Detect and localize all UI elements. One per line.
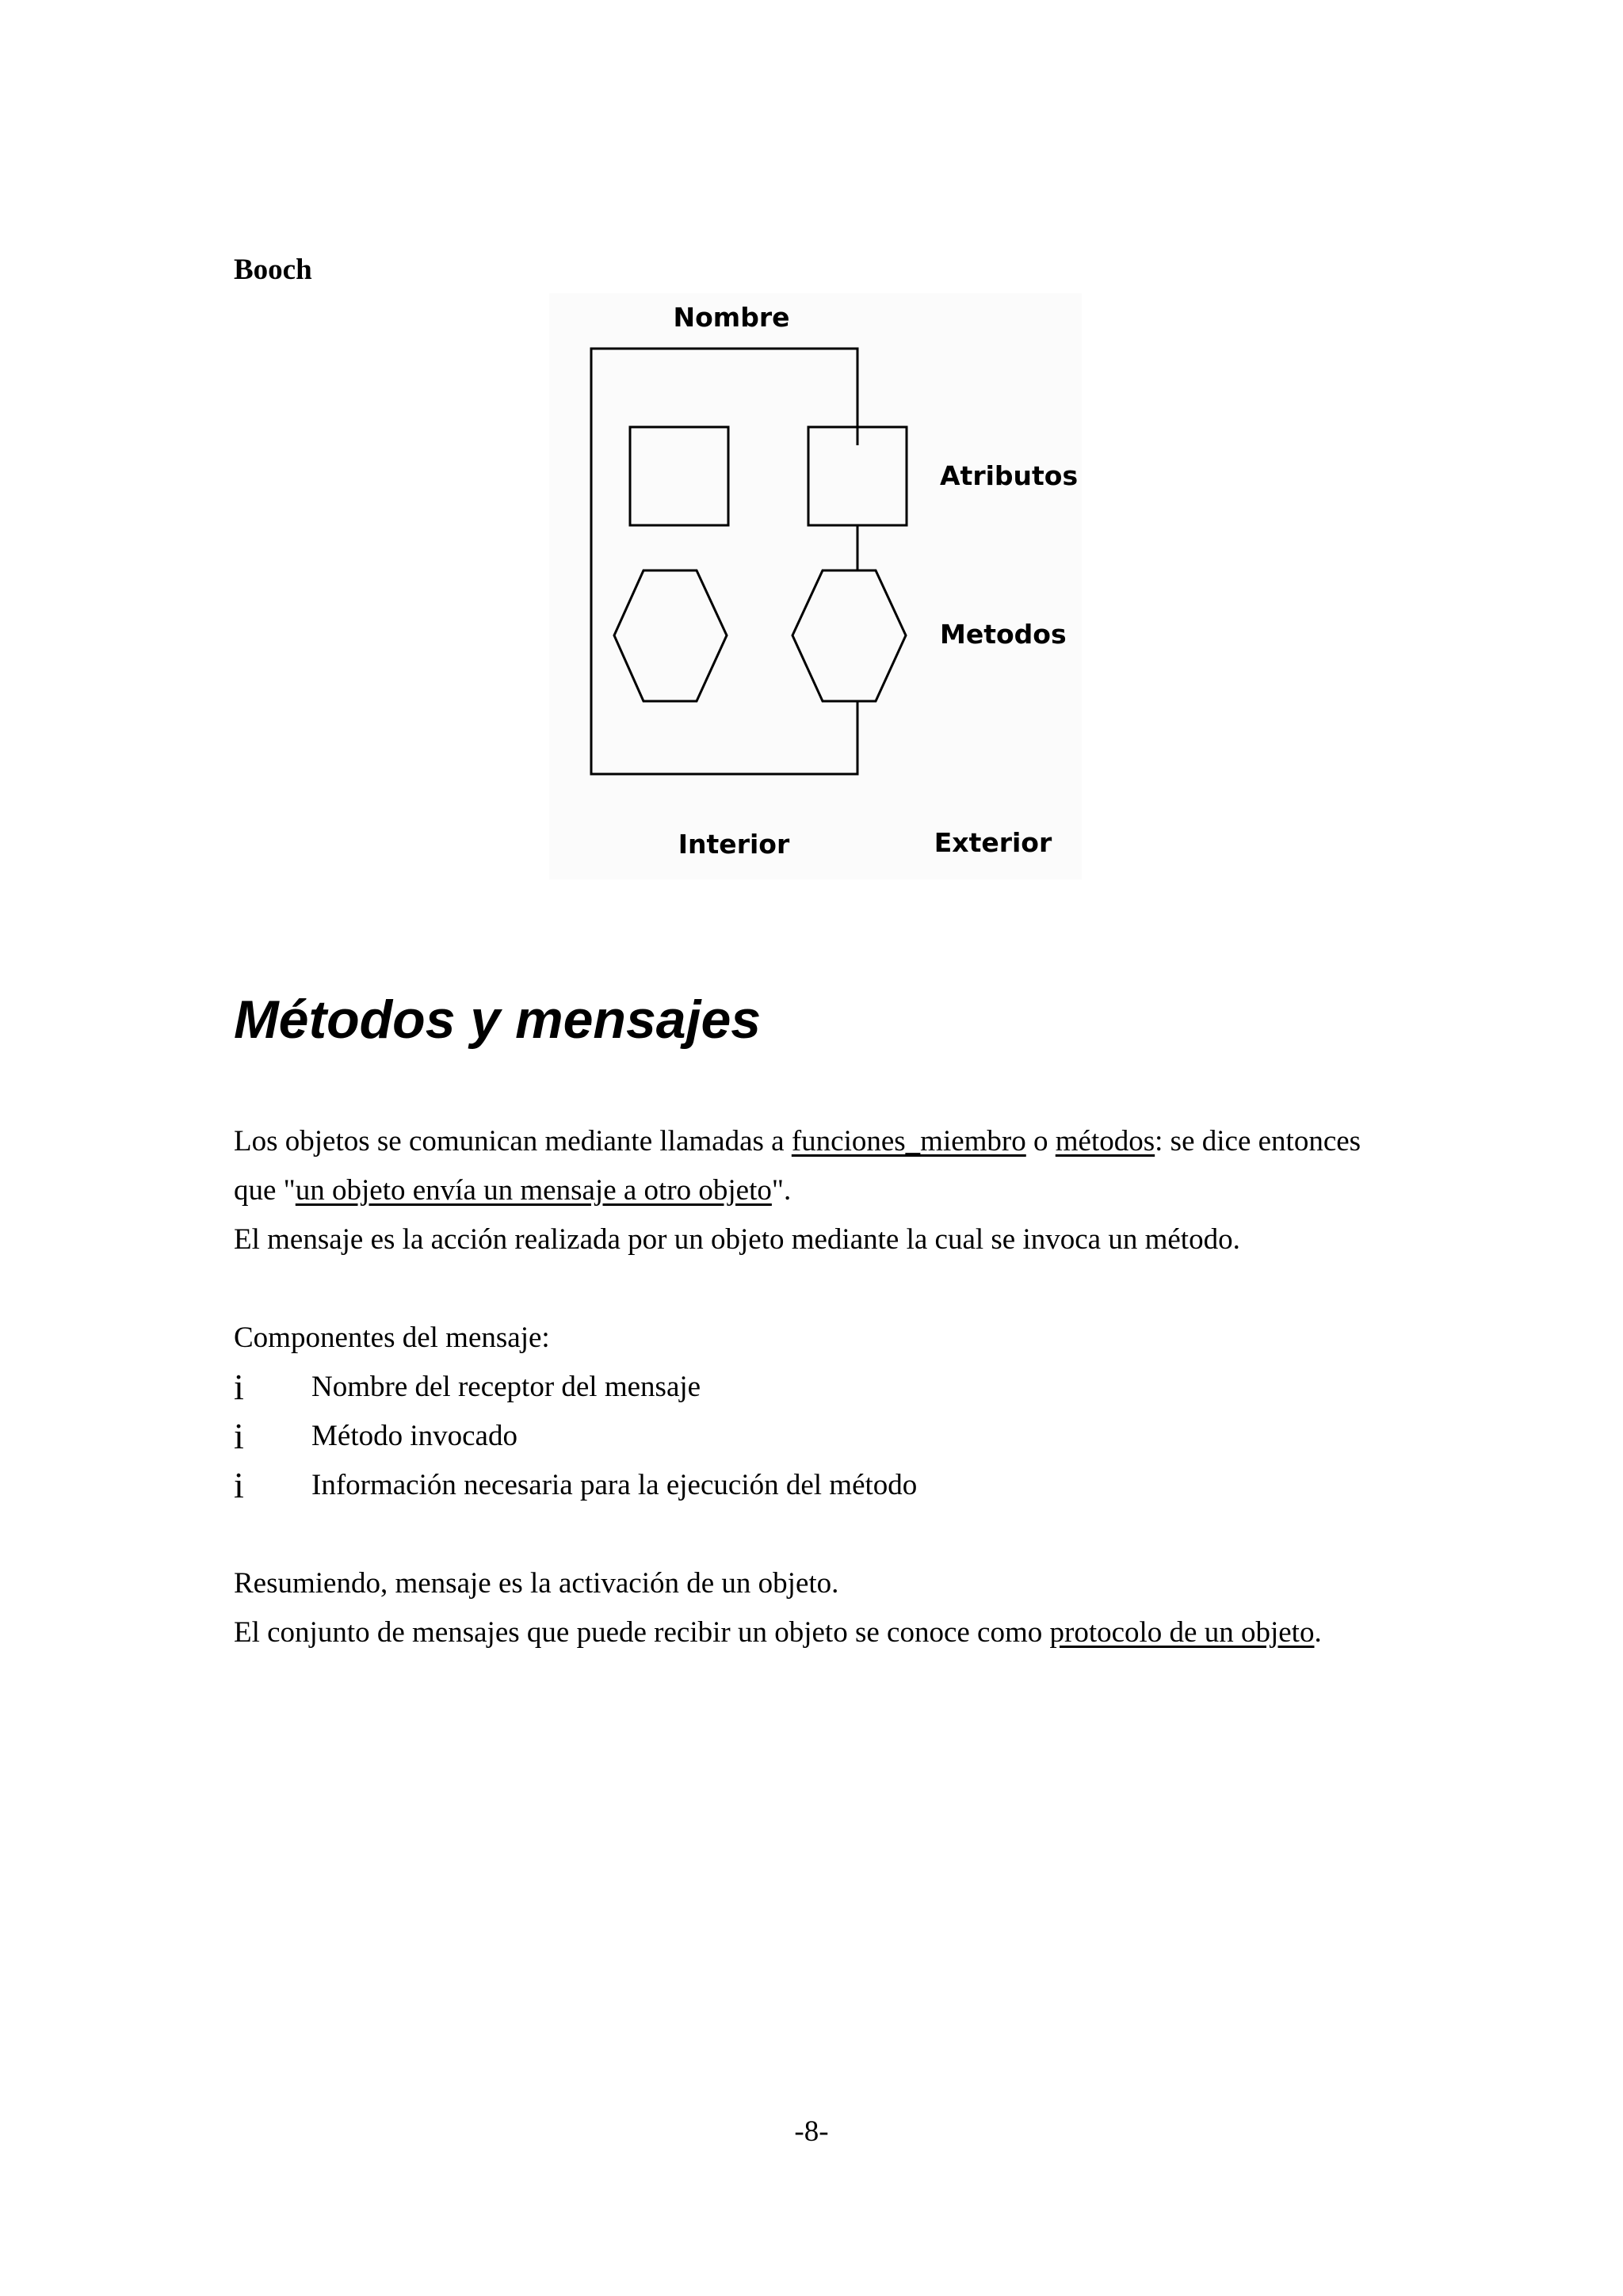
list-item-text: Método invocado bbox=[311, 1420, 517, 1452]
page-number: -8- bbox=[794, 2115, 829, 2148]
paragraph-1-line-1 bbox=[234, 1117, 1423, 1166]
body-text bbox=[234, 1117, 1423, 1657]
object-boundary bbox=[591, 349, 857, 774]
funciones-miembro-link[interactable]: funciones_miembro bbox=[791, 1125, 1026, 1158]
paragraph-1-line-2 bbox=[234, 1166, 1423, 1215]
diagram-interior-label: Interior bbox=[678, 829, 790, 860]
section-title: Métodos y mensajes bbox=[234, 990, 762, 1050]
list-item-text: Nombre del receptor del mensaje bbox=[311, 1371, 701, 1403]
text-fragment: o bbox=[1025, 1125, 1056, 1158]
bullet-icon: i bbox=[234, 1367, 244, 1407]
components-intro: Componentes del mensaje: bbox=[234, 1322, 550, 1354]
text-fragment: Los objetos se comunican mediante llamadas a bbox=[234, 1125, 792, 1158]
bullet-icon: i bbox=[234, 1416, 244, 1456]
list-item bbox=[234, 1363, 1423, 1412]
bullet-icon: i bbox=[234, 1465, 244, 1505]
mensaje-definition-link[interactable]: un objeto envía un mensaje a otro objeto bbox=[295, 1174, 772, 1207]
text-fragment: que " bbox=[234, 1174, 296, 1207]
diagram-name-label: Nombre bbox=[673, 302, 790, 333]
list-item bbox=[234, 1412, 1423, 1461]
interior-attribute-box bbox=[630, 427, 728, 525]
diagram-exterior-label: Exterior bbox=[934, 827, 1052, 858]
diagram-methods-label: Metodos bbox=[940, 619, 1067, 650]
figure-caption: Booch bbox=[234, 254, 312, 286]
protocolo-link[interactable]: protocolo de un objeto bbox=[1049, 1616, 1315, 1649]
interior-method-hexagon bbox=[614, 570, 727, 701]
text-fragment: ". bbox=[771, 1174, 792, 1207]
list-item-text: Información necesaria para la ejecución del método bbox=[311, 1469, 918, 1501]
summary-line-2 bbox=[234, 1608, 1423, 1657]
paragraph-2: El mensaje es la acción realizada por un objeto mediante la cual se invoca un método. bbox=[234, 1223, 1240, 1256]
metodos-link[interactable]: métodos bbox=[1055, 1125, 1155, 1158]
exterior-method-hexagon bbox=[792, 570, 906, 701]
summary-line-1: Resumiendo, mensaje es la activación de un objeto. bbox=[234, 1567, 839, 1600]
diagram-attributes-label: Atributos bbox=[940, 460, 1079, 491]
list-item bbox=[234, 1461, 1423, 1510]
booch-object-diagram bbox=[549, 293, 1082, 879]
text-fragment: . bbox=[1314, 1616, 1322, 1649]
text-fragment: El conjunto de mensajes que puede recibir un objeto se conoce como bbox=[234, 1616, 1050, 1649]
text-fragment: : se dice entonces bbox=[1155, 1125, 1361, 1158]
